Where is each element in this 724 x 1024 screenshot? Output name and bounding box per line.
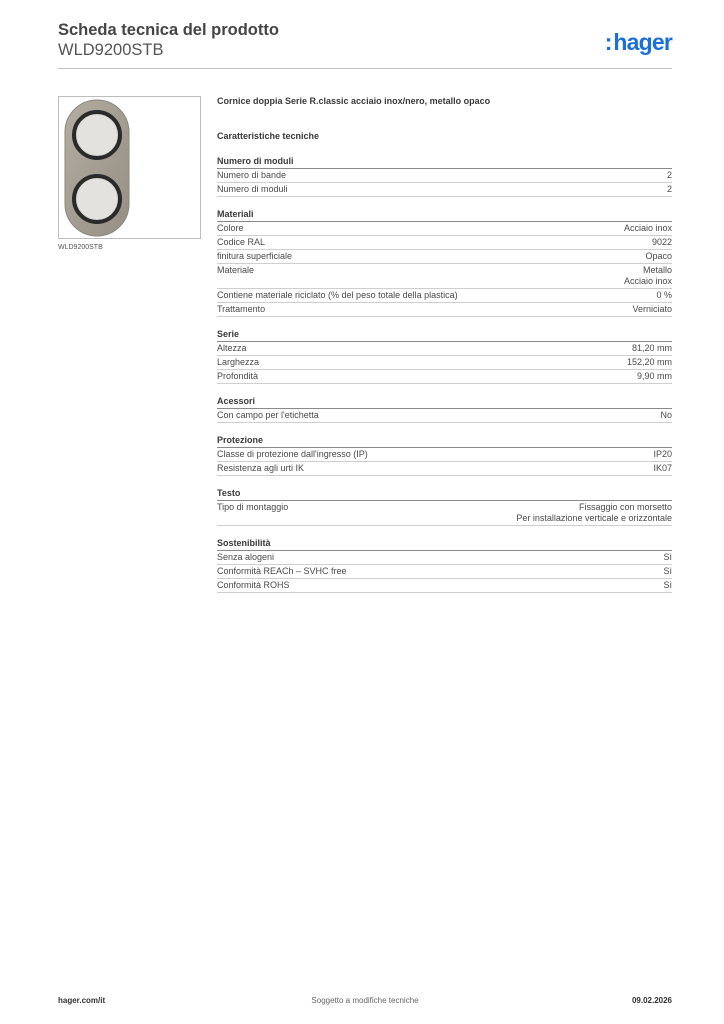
spec-value: [663, 566, 672, 577]
spec-row: [217, 183, 672, 197]
spec-label: Classe di protezione dall'ingresso (IP): [217, 449, 368, 459]
section-title: Numero di moduli: [217, 155, 672, 169]
spec-row: [217, 356, 672, 370]
spec-value-line: Sì: [663, 552, 672, 562]
spec-value-line: 152,20 mm: [626, 357, 672, 367]
spec-value: [624, 223, 672, 234]
spec-value-line: Acciaio inox: [623, 223, 672, 233]
spec-value-line: Sì: [663, 566, 672, 576]
section-title: Serie: [217, 328, 672, 342]
spec-label: Senza alogeni: [217, 552, 275, 562]
spec-content: [217, 94, 672, 593]
double-frame-image: [59, 97, 200, 238]
image-caption: WLD9200STB: [58, 244, 103, 251]
document-title: Scheda tecnica del prodotto: [58, 21, 279, 39]
spec-label: Larghezza: [217, 357, 260, 367]
hager-logo: [605, 28, 672, 56]
spec-row: [217, 264, 672, 289]
spec-label: Trattamento: [217, 304, 266, 314]
spec-value: [653, 463, 672, 474]
spec-row: [217, 565, 672, 579]
spec-value: [624, 265, 672, 287]
spec-row: [217, 501, 672, 526]
product-image-frame: [58, 96, 201, 239]
spec-value: [667, 184, 672, 195]
section-title: Acessori: [217, 395, 672, 409]
spec-value: [632, 304, 672, 315]
spec-section: [217, 395, 672, 423]
spec-label: Profondità: [217, 371, 259, 381]
footer-website: hager.com/it: [58, 996, 106, 1005]
spec-value: [516, 502, 672, 524]
spec-value-line: No: [660, 410, 672, 420]
spec-row: [217, 236, 672, 250]
spec-value-line: 2: [666, 184, 672, 194]
header-divider: [58, 68, 672, 69]
footer-note: Soggetto a modifiche tecniche: [311, 996, 419, 1005]
spec-label: Materiale: [217, 265, 255, 275]
spec-row: [217, 409, 672, 423]
spec-label: finitura superficiale: [217, 251, 293, 261]
page-header: [58, 20, 672, 60]
spec-row: [217, 448, 672, 462]
spec-label: Numero di bande: [217, 170, 287, 180]
section-title: Testo: [217, 487, 672, 501]
spec-row: [217, 370, 672, 384]
section-title: Protezione: [217, 434, 672, 448]
spec-value: [663, 552, 672, 563]
spec-section: [217, 155, 672, 197]
spec-label: Codice RAL: [217, 237, 266, 247]
spec-value: [645, 251, 672, 262]
spec-row: [217, 551, 672, 565]
spec-row: [217, 579, 672, 593]
spec-value-line: 81,20 mm: [631, 343, 672, 353]
spec-value: [632, 343, 672, 354]
spec-label: Resistenza agli urti IK: [217, 463, 305, 473]
spec-value: [652, 237, 672, 248]
spec-value-line: Opaco: [645, 251, 672, 261]
spec-value: [656, 290, 672, 301]
section-title: Sostenibilità: [217, 537, 672, 551]
spec-section: [217, 487, 672, 526]
footer-date: 09.02.2026: [631, 996, 672, 1005]
spec-value-line: 0 %: [656, 290, 672, 300]
spec-value-line: 9,90 mm: [636, 371, 672, 381]
spec-value: [627, 357, 672, 368]
spec-row: [217, 342, 672, 356]
spec-value: [653, 449, 672, 460]
spec-value: [663, 580, 672, 591]
spec-row: [217, 250, 672, 264]
section-title: Materiali: [217, 208, 672, 222]
spec-label: Con campo per l'etichetta: [217, 410, 319, 420]
spec-value-line: IK07: [653, 463, 672, 473]
spec-value-line: IP20: [653, 449, 672, 459]
spec-label: Colore: [217, 223, 244, 233]
spec-section: [217, 208, 672, 317]
spec-value-line: Sì: [663, 580, 672, 590]
spec-label: Numero di moduli: [217, 184, 288, 194]
spec-section: [217, 537, 672, 593]
spec-value-line: Metallo: [642, 265, 672, 275]
tech-characteristics-title: Caratteristiche tecniche: [217, 131, 320, 141]
spec-value: [637, 371, 672, 382]
spec-value-line: Acciaio inox: [623, 276, 672, 286]
logo-text: hager: [613, 29, 672, 55]
spec-value-line: Per installazione verticale e orizzontale: [516, 513, 672, 523]
logo-colon: :: [604, 29, 613, 55]
spec-label: Conformità REACh – SVHC free: [217, 566, 347, 576]
spec-label: Contiene materiale riciclato (% del peso totale della plastica): [217, 290, 458, 300]
spec-value: [667, 170, 672, 181]
spec-row: [217, 303, 672, 317]
spec-sections: [217, 155, 672, 593]
spec-label: Tipo di montaggio: [217, 502, 289, 512]
spec-value: [660, 410, 672, 421]
spec-section: [217, 434, 672, 476]
spec-label: Conformità ROHS: [217, 580, 290, 590]
spec-row: [217, 222, 672, 236]
product-code: WLD9200STB: [58, 41, 164, 59]
spec-value-line: 9022: [651, 237, 672, 247]
spec-row: [217, 169, 672, 183]
spec-value-line: Fissaggio con morsetto: [578, 502, 672, 512]
spec-value-line: 2: [666, 170, 672, 180]
spec-label: Altezza: [217, 343, 247, 353]
spec-row: [217, 289, 672, 303]
spec-section: [217, 328, 672, 384]
spec-row: [217, 462, 672, 476]
product-description: Cornice doppia Serie R.classic acciaio inox/nero, metallo opaco: [217, 96, 491, 106]
spec-value-line: Verniciato: [632, 304, 672, 314]
